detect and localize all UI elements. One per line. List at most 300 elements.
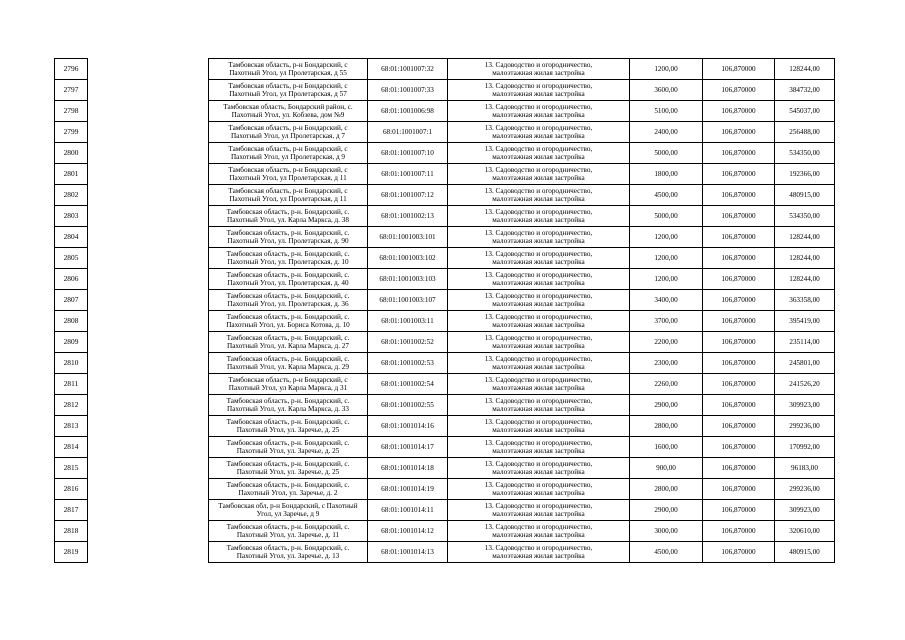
cadastral-value-cell: 192366,00 bbox=[775, 164, 835, 185]
address-cell bbox=[209, 59, 368, 80]
land-use-line: малоэтажная жилая застройка bbox=[492, 321, 585, 329]
land-use-cell bbox=[448, 332, 630, 353]
row-number-cell: 2799 bbox=[55, 122, 88, 143]
cadastral-number-cell: 68:01:1001014:17 bbox=[368, 437, 448, 458]
address-line: Пахотный Угол, ул Пролетарская, д 11 bbox=[229, 195, 347, 203]
land-use-line: 13. Садоводство и огородничество, bbox=[484, 439, 593, 447]
cadastral-value-cell: 545037,00 bbox=[775, 101, 835, 122]
address-line: Тамбовская область, р-н. Бондарский, с. bbox=[226, 460, 350, 468]
gap-cell bbox=[88, 353, 209, 374]
land-use-line: малоэтажная жилая застройка bbox=[492, 300, 585, 308]
address-cell bbox=[209, 374, 368, 395]
rate-cell: 106,870000 bbox=[703, 59, 775, 80]
cadastral-number-cell: 68:01:1001014:11 bbox=[368, 500, 448, 521]
address-cell bbox=[209, 353, 368, 374]
row-number-cell: 2811 bbox=[55, 374, 88, 395]
land-use-cell bbox=[448, 479, 630, 500]
rate-cell: 106,870000 bbox=[703, 227, 775, 248]
address-line: Тамбовская область, р-н. Бондарский, с. bbox=[226, 523, 350, 531]
address-line: Пахотный Угол, ул Пролетарская, д 9 bbox=[230, 153, 345, 161]
land-use-line: 13. Садоводство и огородничество, bbox=[484, 292, 593, 300]
cadastral-value-cell: 299236,00 bbox=[775, 479, 835, 500]
address-line: Пахотный Угол, ул. Заречье, д. 13 bbox=[236, 552, 340, 560]
row-number-cell: 2804 bbox=[55, 227, 88, 248]
land-use-line: малоэтажная жилая застройка bbox=[492, 111, 585, 119]
gap-cell bbox=[88, 500, 209, 521]
row-number-cell: 2810 bbox=[55, 353, 88, 374]
gap-cell bbox=[88, 248, 209, 269]
land-use-line: 13. Садоводство и огородничество, bbox=[484, 61, 593, 69]
land-use-line: 13. Садоводство и огородничество, bbox=[484, 145, 593, 153]
land-use-cell bbox=[448, 458, 630, 479]
land-use-line: малоэтажная жилая застройка bbox=[492, 426, 585, 434]
area-cell: 5000,00 bbox=[630, 206, 703, 227]
land-use-line: 13. Садоводство и огородничество, bbox=[484, 418, 593, 426]
area-cell: 900,00 bbox=[630, 458, 703, 479]
table-row bbox=[55, 269, 835, 290]
gap-cell bbox=[88, 164, 209, 185]
row-number-cell: 2805 bbox=[55, 248, 88, 269]
rate-cell: 106,870000 bbox=[703, 248, 775, 269]
rate-cell: 106,870000 bbox=[703, 479, 775, 500]
cadastral-value-cell: 128244,00 bbox=[775, 248, 835, 269]
cadastral-number-cell: 68:01:1001014:12 bbox=[368, 521, 448, 542]
rate-cell: 106,870000 bbox=[703, 206, 775, 227]
table-row bbox=[55, 143, 835, 164]
table-row bbox=[55, 227, 835, 248]
cadastral-number-cell: 68:01:1001003:107 bbox=[368, 290, 448, 311]
gap-cell bbox=[88, 374, 209, 395]
land-use-cell bbox=[448, 269, 630, 290]
area-cell: 1600,00 bbox=[630, 437, 703, 458]
row-number-cell: 2797 bbox=[55, 80, 88, 101]
cadastral-value-cell: 256488,00 bbox=[775, 122, 835, 143]
area-cell: 3700,00 bbox=[630, 311, 703, 332]
table-row bbox=[55, 248, 835, 269]
land-use-cell bbox=[448, 437, 630, 458]
cadastral-value-table bbox=[54, 58, 835, 563]
land-use-line: 13. Садоводство и огородничество, bbox=[484, 397, 593, 405]
land-use-line: 13. Садоводство и огородничество, bbox=[484, 124, 593, 132]
rate-cell: 106,870000 bbox=[703, 122, 775, 143]
land-use-line: малоэтажная жилая застройка bbox=[492, 132, 585, 140]
address-line: Тамбовская область, р-н. Бондарский, с. bbox=[226, 334, 350, 342]
rate-cell: 106,870000 bbox=[703, 311, 775, 332]
land-use-line: 13. Садоводство и огородничество, bbox=[484, 481, 593, 489]
land-use-line: малоэтажная жилая застройка bbox=[492, 69, 585, 77]
address-cell bbox=[209, 395, 368, 416]
cadastral-value-cell: 395419,00 bbox=[775, 311, 835, 332]
row-number-cell: 2819 bbox=[55, 542, 88, 563]
gap-cell bbox=[88, 311, 209, 332]
cadastral-value-cell: 363358,00 bbox=[775, 290, 835, 311]
land-use-line: малоэтажная жилая застройка bbox=[492, 552, 585, 560]
address-cell bbox=[209, 101, 368, 122]
rate-cell: 106,870000 bbox=[703, 458, 775, 479]
area-cell: 5000,00 bbox=[630, 143, 703, 164]
gap-cell bbox=[88, 122, 209, 143]
land-use-line: 13. Садоводство и огородничество, bbox=[484, 355, 593, 363]
land-use-cell bbox=[448, 59, 630, 80]
table-row bbox=[55, 185, 835, 206]
row-number-cell: 2817 bbox=[55, 500, 88, 521]
table-row bbox=[55, 353, 835, 374]
row-number-cell: 2808 bbox=[55, 311, 88, 332]
land-use-cell bbox=[448, 353, 630, 374]
row-number-cell: 2818 bbox=[55, 521, 88, 542]
land-use-line: малоэтажная жилая застройка bbox=[492, 342, 585, 350]
row-number-cell: 2814 bbox=[55, 437, 88, 458]
land-use-cell bbox=[448, 164, 630, 185]
address-cell bbox=[209, 80, 368, 101]
address-line: Тамбовская область, р-н. Бондарский, с. bbox=[226, 439, 350, 447]
rate-cell: 106,870000 bbox=[703, 374, 775, 395]
area-cell: 2800,00 bbox=[630, 416, 703, 437]
gap-cell bbox=[88, 206, 209, 227]
land-use-line: 13. Садоводство и огородничество, bbox=[484, 502, 593, 510]
table-row bbox=[55, 311, 835, 332]
row-number-cell: 2796 bbox=[55, 59, 88, 80]
cadastral-number-cell: 68:01:1001007:10 bbox=[368, 143, 448, 164]
table-row bbox=[55, 416, 835, 437]
land-use-cell bbox=[448, 290, 630, 311]
address-line: Пахотный Угол, ул. Пролетарская, д. 10 bbox=[227, 258, 349, 266]
rate-cell: 106,870000 bbox=[703, 521, 775, 542]
address-line: Пахотный Угол, ул. Пролетарская, д. 90 bbox=[227, 237, 349, 245]
address-cell bbox=[209, 311, 368, 332]
table-row bbox=[55, 458, 835, 479]
land-use-line: 13. Садоводство и огородничество, bbox=[484, 376, 593, 384]
land-use-line: малоэтажная жилая застройка bbox=[492, 153, 585, 161]
table-row bbox=[55, 101, 835, 122]
cadastral-number-cell: 68:01:1001003:11 bbox=[368, 311, 448, 332]
gap-cell bbox=[88, 101, 209, 122]
address-line: Тамбовская область, р-н Бондарский, с bbox=[228, 145, 348, 153]
land-use-line: малоэтажная жилая застройка bbox=[492, 510, 585, 518]
table-row bbox=[55, 59, 835, 80]
area-cell: 1200,00 bbox=[630, 59, 703, 80]
gap-cell bbox=[88, 227, 209, 248]
cadastral-value-cell: 235114,00 bbox=[775, 332, 835, 353]
address-cell bbox=[209, 122, 368, 143]
cadastral-value-cell: 241526,20 bbox=[775, 374, 835, 395]
address-cell bbox=[209, 479, 368, 500]
address-line: Пахотный Угол, ул. Пролетарская, д. 40 bbox=[227, 279, 349, 287]
table-row bbox=[55, 290, 835, 311]
land-use-line: 13. Садоводство и огородничество, bbox=[484, 229, 593, 237]
cadastral-number-cell: 68:01:1001003:101 bbox=[368, 227, 448, 248]
row-number-cell: 2806 bbox=[55, 269, 88, 290]
land-use-cell bbox=[448, 521, 630, 542]
cadastral-number-cell: 68:01:1001002:55 bbox=[368, 395, 448, 416]
address-line: Пахотный Угол, ул Пролетарская, д 11 bbox=[229, 174, 347, 182]
land-use-line: 13. Садоводство и огородничество, bbox=[484, 208, 593, 216]
table-row bbox=[55, 164, 835, 185]
land-use-cell bbox=[448, 416, 630, 437]
address-line: Пахотный Угол, ул. Карла Маркса, д. 38 bbox=[227, 216, 349, 224]
address-cell bbox=[209, 500, 368, 521]
row-number-cell: 2807 bbox=[55, 290, 88, 311]
rate-cell: 106,870000 bbox=[703, 290, 775, 311]
table-row bbox=[55, 479, 835, 500]
land-use-cell bbox=[448, 311, 630, 332]
cadastral-value-cell: 309923,00 bbox=[775, 500, 835, 521]
table-row bbox=[55, 500, 835, 521]
cadastral-number-cell: 68:01:1001002:53 bbox=[368, 353, 448, 374]
address-line: Тамбовская область, р-н. Бондарский, с. bbox=[226, 544, 350, 552]
gap-cell bbox=[88, 479, 209, 500]
cadastral-number-cell: 68:01:1001003:103 bbox=[368, 269, 448, 290]
gap-cell bbox=[88, 59, 209, 80]
cadastral-number-cell: 68:01:1001014:19 bbox=[368, 479, 448, 500]
cadastral-value-cell: 245801,00 bbox=[775, 353, 835, 374]
address-line: Тамбовская область, р-н. Бондарский, с. bbox=[226, 397, 350, 405]
area-cell: 3600,00 bbox=[630, 80, 703, 101]
row-number-cell: 2813 bbox=[55, 416, 88, 437]
address-cell bbox=[209, 458, 368, 479]
area-cell: 2900,00 bbox=[630, 395, 703, 416]
cadastral-value-cell: 299236,00 bbox=[775, 416, 835, 437]
cadastral-number-cell: 68:01:1001006:98 bbox=[368, 101, 448, 122]
land-use-line: малоэтажная жилая застройка bbox=[492, 279, 585, 287]
land-use-line: 13. Садоводство и огородничество, bbox=[484, 187, 593, 195]
address-line: Тамбовская обл, р-н Бондарский, с Пахотный bbox=[218, 502, 358, 510]
cadastral-number-cell: 68:01:1001003:102 bbox=[368, 248, 448, 269]
table-body bbox=[55, 59, 835, 563]
cadastral-value-cell: 170992,00 bbox=[775, 437, 835, 458]
address-cell bbox=[209, 227, 368, 248]
address-line: Тамбовская область, р-н Бондарский, с bbox=[228, 166, 348, 174]
gap-cell bbox=[88, 290, 209, 311]
rate-cell: 106,870000 bbox=[703, 143, 775, 164]
rate-cell: 106,870000 bbox=[703, 185, 775, 206]
area-cell: 2300,00 bbox=[630, 353, 703, 374]
land-use-line: 13. Садоводство и огородничество, bbox=[484, 313, 593, 321]
address-line: Пахотный Угол, ул. Карла Маркса, д. 27 bbox=[227, 342, 349, 350]
table-row bbox=[55, 521, 835, 542]
row-number-cell: 2815 bbox=[55, 458, 88, 479]
land-use-cell bbox=[448, 80, 630, 101]
land-use-line: 13. Садоводство и огородничество, bbox=[484, 103, 593, 111]
address-line: Тамбовская область, р-н. Бондарский, с. bbox=[226, 250, 350, 258]
address-cell bbox=[209, 206, 368, 227]
land-use-cell bbox=[448, 542, 630, 563]
cadastral-value-cell: 320610,00 bbox=[775, 521, 835, 542]
gap-cell bbox=[88, 80, 209, 101]
cadastral-number-cell: 68:01:1001007:12 bbox=[368, 185, 448, 206]
gap-cell bbox=[88, 437, 209, 458]
rate-cell: 106,870000 bbox=[703, 353, 775, 374]
cadastral-value-cell: 534350,00 bbox=[775, 143, 835, 164]
table-row bbox=[55, 206, 835, 227]
address-cell bbox=[209, 542, 368, 563]
address-line: Пахотный Угол, ул Карла Маркса, д 31 bbox=[228, 384, 348, 392]
land-use-cell bbox=[448, 122, 630, 143]
address-line: Тамбовская область, р-н. Бондарский, с. bbox=[226, 355, 350, 363]
land-use-line: малоэтажная жилая застройка bbox=[492, 384, 585, 392]
address-line: Тамбовская область, р-н Бондарский, с bbox=[228, 187, 348, 195]
address-line: Пахотный Угол, ул Пролетарская, д 55 bbox=[229, 69, 347, 77]
rate-cell: 106,870000 bbox=[703, 101, 775, 122]
row-number-cell: 2809 bbox=[55, 332, 88, 353]
rate-cell: 106,870000 bbox=[703, 80, 775, 101]
land-use-line: малоэтажная жилая застройка bbox=[492, 237, 585, 245]
address-cell bbox=[209, 332, 368, 353]
row-number-cell: 2803 bbox=[55, 206, 88, 227]
address-line: Пахотный Угол, ул. Бориса Котова, д. 10 bbox=[226, 321, 350, 329]
land-use-line: малоэтажная жилая застройка bbox=[492, 258, 585, 266]
land-use-line: малоэтажная жилая застройка bbox=[492, 216, 585, 224]
gap-cell bbox=[88, 143, 209, 164]
table-row bbox=[55, 542, 835, 563]
address-line: Угол, ул Заречье, д 9 bbox=[256, 510, 320, 518]
land-use-line: малоэтажная жилая застройка bbox=[492, 468, 585, 476]
cadastral-value-cell: 128244,00 bbox=[775, 227, 835, 248]
gap-cell bbox=[88, 332, 209, 353]
gap-cell bbox=[88, 269, 209, 290]
area-cell: 1200,00 bbox=[630, 227, 703, 248]
land-use-line: малоэтажная жилая застройка bbox=[492, 489, 585, 497]
area-cell: 1200,00 bbox=[630, 269, 703, 290]
cadastral-number-cell: 68:01:1001002:54 bbox=[368, 374, 448, 395]
rate-cell: 106,870000 bbox=[703, 269, 775, 290]
row-number-cell: 2801 bbox=[55, 164, 88, 185]
address-cell bbox=[209, 290, 368, 311]
address-line: Тамбовская область, р-н Бондарский, с bbox=[228, 61, 348, 69]
address-cell bbox=[209, 185, 368, 206]
address-line: Тамбовская область, р-н. Бондарский, с. bbox=[226, 313, 350, 321]
cadastral-number-cell: 68:01:1001002:13 bbox=[368, 206, 448, 227]
rate-cell: 106,870000 bbox=[703, 542, 775, 563]
rate-cell: 106,870000 bbox=[703, 164, 775, 185]
row-number-cell: 2812 bbox=[55, 395, 88, 416]
gap-cell bbox=[88, 458, 209, 479]
gap-cell bbox=[88, 521, 209, 542]
address-line: Пахотный Угол, ул. Заречье, д. 25 bbox=[236, 426, 340, 434]
gap-cell bbox=[88, 185, 209, 206]
cadastral-value-cell: 128244,00 bbox=[775, 269, 835, 290]
table-row bbox=[55, 122, 835, 143]
address-line: Пахотный Угол, ул. Кобзева, дом №9 bbox=[231, 111, 345, 119]
land-use-cell bbox=[448, 395, 630, 416]
land-use-line: малоэтажная жилая застройка bbox=[492, 363, 585, 371]
row-number-cell: 2816 bbox=[55, 479, 88, 500]
area-cell: 2900,00 bbox=[630, 500, 703, 521]
address-cell bbox=[209, 143, 368, 164]
cadastral-value-cell: 384732,00 bbox=[775, 80, 835, 101]
cadastral-value-cell: 480915,00 bbox=[775, 185, 835, 206]
address-cell bbox=[209, 521, 368, 542]
address-line: Тамбовская область, р-н. Бондарский, с. bbox=[226, 418, 350, 426]
area-cell: 5100,00 bbox=[630, 101, 703, 122]
address-cell bbox=[209, 164, 368, 185]
land-use-cell bbox=[448, 101, 630, 122]
address-line: Пахотный Угол, ул. Карла Маркса, д. 33 bbox=[227, 405, 349, 413]
area-cell: 4500,00 bbox=[630, 185, 703, 206]
address-line: Тамбовская область, р-н Бондарский, с bbox=[228, 124, 348, 132]
address-line: Тамбовская область, Бондарский район, с. bbox=[223, 103, 353, 111]
rate-cell: 106,870000 bbox=[703, 437, 775, 458]
land-use-cell bbox=[448, 227, 630, 248]
land-use-line: 13. Садоводство и огородничество, bbox=[484, 334, 593, 342]
table-row bbox=[55, 437, 835, 458]
table-row bbox=[55, 80, 835, 101]
area-cell: 2260,00 bbox=[630, 374, 703, 395]
land-use-line: 13. Садоводство и огородничество, bbox=[484, 523, 593, 531]
cadastral-number-cell: 68:01:1001014:13 bbox=[368, 542, 448, 563]
cadastral-number-cell: 68:01:1001007:33 bbox=[368, 80, 448, 101]
address-line: Тамбовская область, р-н Бондарский, с bbox=[228, 376, 348, 384]
address-line: Тамбовская область, р-н. Бондарский, с. bbox=[226, 481, 350, 489]
rate-cell: 106,870000 bbox=[703, 332, 775, 353]
cadastral-value-cell: 534350,00 bbox=[775, 206, 835, 227]
address-cell bbox=[209, 248, 368, 269]
rate-cell: 106,870000 bbox=[703, 416, 775, 437]
address-line: Пахотный Угол, ул. Карла Маркса, д. 29 bbox=[227, 363, 349, 371]
address-line: Пахотный Угол, ул. Заречье, д. 25 bbox=[236, 468, 340, 476]
row-number-cell: 2798 bbox=[55, 101, 88, 122]
address-line: Тамбовская область, р-н. Бондарский, с. bbox=[226, 271, 350, 279]
address-line: Пахотный Угол, ул. Заречье, д. 25 bbox=[236, 447, 340, 455]
gap-cell bbox=[88, 542, 209, 563]
address-line: Пахотный Угол, ул. Заречье, д. 2 bbox=[238, 489, 338, 497]
address-line: Пахотный Угол, ул. Пролетарская, д. 36 bbox=[227, 300, 349, 308]
land-use-line: малоэтажная жилая застройка bbox=[492, 405, 585, 413]
cadastral-value-cell: 309923,00 bbox=[775, 395, 835, 416]
land-use-cell bbox=[448, 248, 630, 269]
area-cell: 4500,00 bbox=[630, 542, 703, 563]
land-use-line: 13. Садоводство и огородничество, bbox=[484, 250, 593, 258]
land-use-line: малоэтажная жилая застройка bbox=[492, 174, 585, 182]
rate-cell: 106,870000 bbox=[703, 395, 775, 416]
area-cell: 3000,00 bbox=[630, 521, 703, 542]
cadastral-value-cell: 96183,00 bbox=[775, 458, 835, 479]
cadastral-value-cell: 480915,00 bbox=[775, 542, 835, 563]
gap-cell bbox=[88, 416, 209, 437]
land-use-line: 13. Садоводство и огородничество, bbox=[484, 271, 593, 279]
table-row bbox=[55, 332, 835, 353]
area-cell: 2200,00 bbox=[630, 332, 703, 353]
cadastral-number-cell: 68:01:1001014:16 bbox=[368, 416, 448, 437]
land-use-cell bbox=[448, 374, 630, 395]
area-cell: 2400,00 bbox=[630, 122, 703, 143]
address-line: Пахотный Угол, ул Пролетарская, д 57 bbox=[229, 90, 347, 98]
address-cell bbox=[209, 416, 368, 437]
address-cell bbox=[209, 269, 368, 290]
area-cell: 3400,00 bbox=[630, 290, 703, 311]
address-line: Пахотный Угол, ул Пролетарская, д 7 bbox=[230, 132, 345, 140]
address-line: Тамбовская область, р-н. Бондарский, с. bbox=[226, 292, 350, 300]
gap-cell bbox=[88, 395, 209, 416]
table-row bbox=[55, 395, 835, 416]
land-use-cell bbox=[448, 206, 630, 227]
cadastral-number-cell: 68:01:1001007:1 bbox=[368, 122, 448, 143]
land-use-line: малоэтажная жилая застройка bbox=[492, 90, 585, 98]
cadastral-number-cell: 68:01:1001002:52 bbox=[368, 332, 448, 353]
land-use-line: 13. Садоводство и огородничество, bbox=[484, 544, 593, 552]
cadastral-number-cell: 68:01:1001007:11 bbox=[368, 164, 448, 185]
address-line: Пахотный Угол, ул. Заречье, д. 11 bbox=[236, 531, 340, 539]
address-line: Тамбовская область, р-н. Бондарский, с. bbox=[226, 229, 350, 237]
land-use-line: малоэтажная жилая застройка bbox=[492, 531, 585, 539]
cadastral-number-cell: 68:01:1001014:18 bbox=[368, 458, 448, 479]
land-use-line: малоэтажная жилая застройка bbox=[492, 195, 585, 203]
land-use-line: 13. Садоводство и огородничество, bbox=[484, 460, 593, 468]
land-use-line: 13. Садоводство и огородничество, bbox=[484, 82, 593, 90]
rate-cell: 106,870000 bbox=[703, 500, 775, 521]
cadastral-value-cell: 128244,00 bbox=[775, 59, 835, 80]
area-cell: 2800,00 bbox=[630, 479, 703, 500]
